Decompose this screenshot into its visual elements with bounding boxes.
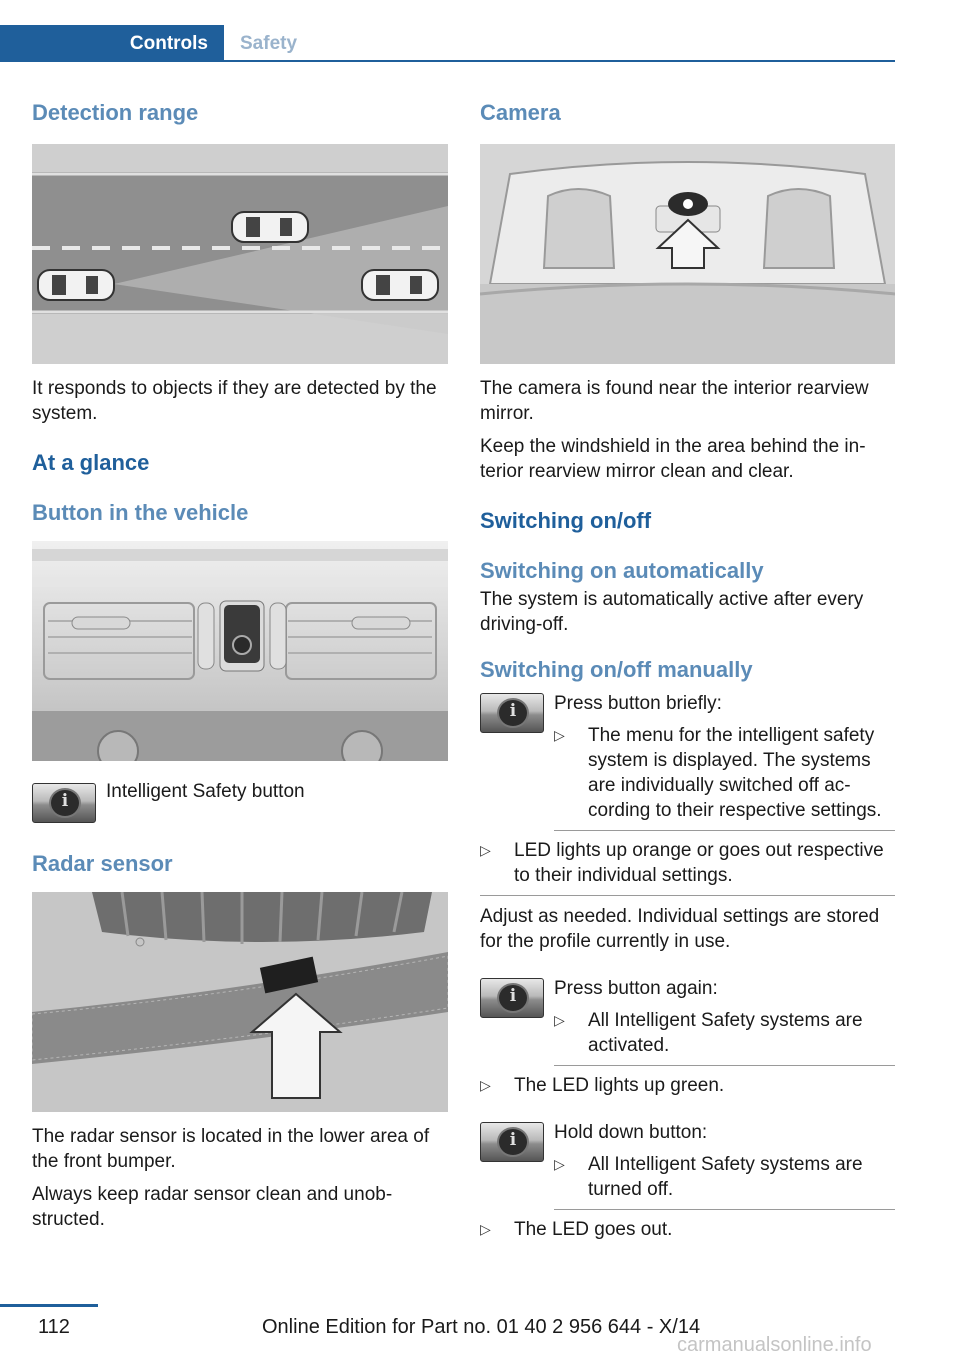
bullet-item [554, 723, 895, 831]
watermark-text: carmanualsonline.info [677, 1334, 872, 1356]
heading-switching-on-automatically: Switching on automatically [480, 558, 764, 583]
bullet-item [554, 1008, 895, 1066]
footer-accent-line [0, 1304, 98, 1307]
bullet-triangle-icon: ▷ [554, 1156, 565, 1172]
step-hold-down-label: Hold down button: [554, 1122, 708, 1143]
page-number: 112 [38, 1316, 70, 1338]
edition-text: Online Edition for Part no. 01 40 2 956 644 - X/14 [262, 1316, 701, 1338]
step-hold-down-led: The LED goes out. [514, 1219, 673, 1240]
intelligent-safety-button-icon [480, 693, 544, 733]
step-press-again [480, 976, 895, 1066]
step-press-briefly-label: Press button briefly: [554, 693, 722, 714]
heading-at-a-glance: At a glance [32, 450, 150, 475]
intelligent-safety-button-icon [32, 783, 96, 823]
button-in-vehicle-figure [32, 541, 448, 761]
camera-figure [480, 144, 895, 364]
step-press-again-sub: All Intelligent Safety systems are activated. [588, 1010, 863, 1056]
step-press-briefly [480, 691, 895, 831]
left-column [32, 100, 448, 1232]
heading-camera: Camera [480, 100, 561, 125]
intelligent-safety-button-row [32, 779, 448, 819]
page-header [0, 25, 895, 62]
adjust-text: Adjust as needed. Individual settings are stored for the profile currently in use. [480, 906, 880, 952]
radar-sensor-text-2: Always keep radar sensor clean and unobstructed. [32, 1184, 393, 1230]
step-press-briefly-led: LED lights up orange or goes out respective to their individual settings. [514, 840, 884, 886]
bullet-item [480, 838, 895, 896]
intelligent-safety-button-icon [480, 978, 544, 1018]
step-press-briefly-sub: The menu for the intelligent safety system is displayed. The systems are individually switched off according to their respective settings. [588, 725, 882, 821]
heading-detection-range: Detection range [32, 100, 199, 125]
step-hold-down [480, 1120, 895, 1210]
bullet-triangle-icon: ▷ [480, 842, 491, 858]
intelligent-safety-button-caption: Intelligent Safety button [106, 781, 305, 802]
tab-safety[interactable]: Safety [240, 33, 298, 54]
bullet-item [554, 1152, 895, 1210]
radar-sensor-figure [32, 892, 448, 1112]
bullet-triangle-icon: ▷ [480, 1077, 491, 1093]
heading-radar-sensor: Radar sensor [32, 851, 173, 876]
camera-text-1: The camera is found near the interior rearview mirror. [480, 378, 869, 424]
heading-switching-manually: Switching on/off manually [480, 657, 753, 682]
radar-sensor-text-1: The radar sensor is located in the lower area of the front bumper. [32, 1126, 430, 1172]
bullet-triangle-icon: ▷ [554, 727, 565, 743]
step-press-again-label: Press button again: [554, 978, 718, 999]
heading-button-in-vehicle: Button in the vehicle [32, 500, 249, 525]
camera-text-2: Keep the windshield in the area behind the interior rearview mirror clean and clear. [480, 436, 866, 482]
switching-on-automatically-text: The system is automatically active after every driving-off. [480, 589, 864, 635]
tab-controls[interactable]: Controls [0, 25, 224, 62]
step-press-again-led: The LED lights up green. [514, 1075, 725, 1096]
heading-switching-on-off: Switching on/off [480, 508, 652, 533]
intelligent-safety-button-icon [480, 1122, 544, 1162]
bullet-triangle-icon: ▷ [480, 1221, 491, 1237]
step-hold-down-sub: All Intelligent Safety systems are turned off. [588, 1154, 863, 1200]
bullet-item [480, 1073, 895, 1098]
right-column [480, 100, 895, 1242]
bullet-triangle-icon: ▷ [554, 1012, 565, 1028]
bullet-item [480, 1217, 895, 1242]
detection-range-figure [32, 144, 448, 364]
detection-range-text: It responds to objects if they are detected by the system. [32, 378, 437, 424]
